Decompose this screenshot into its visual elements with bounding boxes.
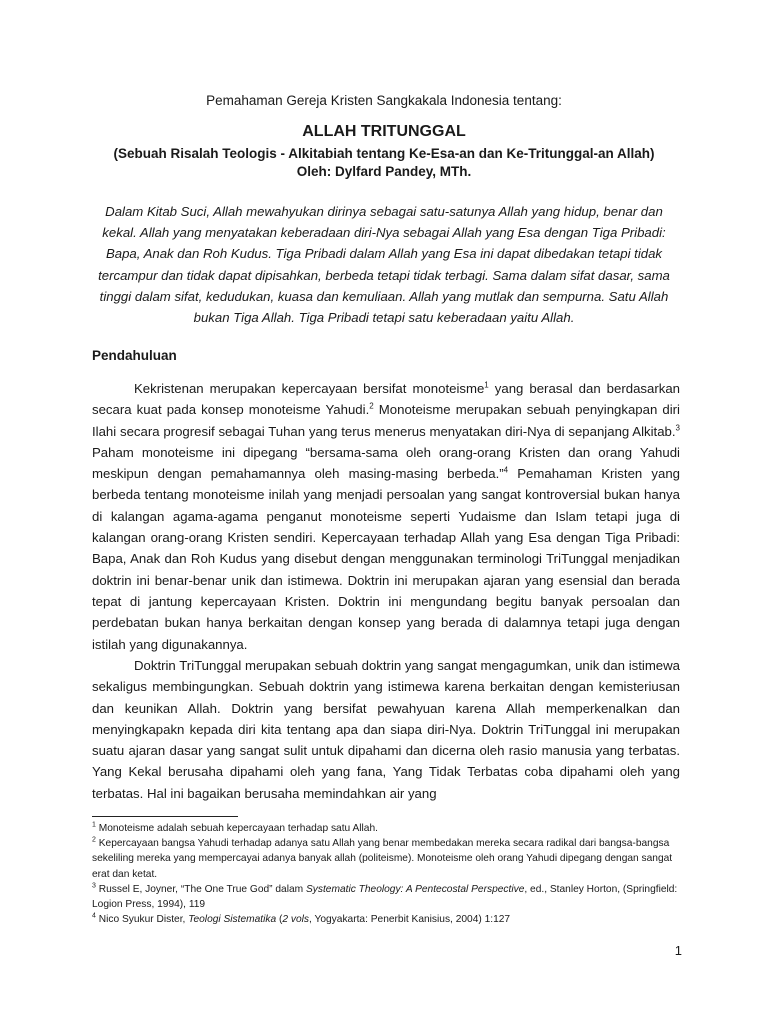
paragraph-1-text-e: Pemahaman Kristen yang berbeda tentang monoteisme inilah yang menjadi persoalan yang sangat kontroversial bukan hanya di kalangan agama-agama penganut monoteisme seperti Yudaisme dan Islam tetapi juga di kalangan orang-orang Kristen sendiri. Kepercayaan terhadap Allah yang Esa dengan Tiga Pribadi: Bapa, Anak dan Roh Kudus yang disebut dengan menggunakan terminologi TriTunggal menjadikan doktrin ini benar-benar unik dan istimewa. Doktrin ini merupakan ajaran yang esensial dan berada tepat di jantung kepercayaan Kristen. Doktrin ini mengundang begitu banyak persoalan dan perdebatan bukan hanya berkaitan dengan konsep yang berada di dalamnya tetapi juga dengan istilah yang digunakannya. <box>92 466 680 652</box>
page-subtitle: (Sebuah Risalah Teologis - Alkitabiah tentang Ke-Esa-an dan Ke-Tritunggal-an Allah) <box>113 146 655 161</box>
footnote-number: 4 <box>92 912 96 920</box>
footnote-text: Kepercayaan bangsa Yahudi terhadap adanya satu Allah yang benar membedakan mereka secara radikal dari bangsa-bangsa sekeliling mereka yang mempercayai adanya banyak allah (politeisme). Monoteisme oleh orang Yahudi dipegang dengan sangat erat dan ketat. <box>92 838 673 880</box>
section-heading: Pendahuluan <box>92 348 177 363</box>
footnote-text: Monoteisme adalah sebuah kepercayaan terhadap satu Allah. <box>95 823 378 834</box>
footnote-number: 2 <box>92 836 96 844</box>
footnote-book-title: Teologi Sistematika <box>188 914 277 926</box>
footnote-book-title: Systematic Theology: A Pentecostal Perspective <box>305 883 525 895</box>
paragraph-1-text-c: Monoteisme merupakan sebuah penyingkapan diri Ilahi secara progresif sebagai Tuhan yang terus menerus menyatakan diri-Nya di sepanjang Alkitab. <box>92 402 680 439</box>
footnotes <box>92 821 682 927</box>
paragraph-1 <box>92 378 680 655</box>
paragraph-1-text-b: yang berasal dan berdasarkan secara kuat pada konsep monoteisme Yahudi. <box>92 381 680 418</box>
footnote-2 <box>92 836 682 882</box>
abstract: Dalam Kitab Suci, Allah mewahyukan dirinya sebagai satu-satunya Allah yang hidup, benar dan kekal. Allah yang menyatakan keberadaan diri-Nya sebagai Allah yang Esa dengan Tiga Pribadi: Bapa, Anak dan Roh Kudus. Tiga Pribadi dalam Allah yang Esa ini dapat dibedakan tetapi tidak tercampur dan tidak dapat dipisahkan, berbeda tetapi tidak terbagi. Sama dalam sifat dasar, sama tinggi dalam sifat, kedudukan, kuasa dan kemuliaan. Allah yang mutlak dan sempurna. Satu Allah bukan Tiga Allah. Tiga Pribadi tetapi satu keberadaan yaitu Allah. <box>98 204 670 326</box>
footnote-text: , Yogyakarta: Penerbit Kanisius, 2004) 1:127 <box>309 914 511 926</box>
footnote-ref-2[interactable]: 2 <box>369 401 374 411</box>
footnote-ref-1[interactable]: 1 <box>484 380 489 390</box>
footnote-text: ( <box>276 914 283 926</box>
paragraph-1-text-a: Kekristenan merupakan kepercayaan bersifat monoteisme <box>134 381 485 396</box>
footnote-ref-4[interactable]: 4 <box>503 465 509 475</box>
footnote-3 <box>92 882 682 912</box>
author-line: Oleh: Dylfard Pandey, MTh. <box>296 164 472 179</box>
page-title: ALLAH TRITUNGGAL <box>302 123 466 140</box>
paragraph-1-text-d: Paham monoteisme ini dipegang “bersama-sama oleh orang-orang Kristen dan orang Yahudi meskipun dengan pemahamannya oleh masing-masing berbeda.” <box>92 444 680 482</box>
footnote-1 <box>92 821 682 836</box>
footnote-text: , ed., Stanley Horton, (Springfield: Logion Press, 1994), 119 <box>92 883 678 911</box>
paragraph-2: Doktrin TriTunggal merupakan sebuah doktrin yang sangat mengagumkan, unik dan istimewa sekaligus membingungkan. Sebuah doktrin yang istimewa karena berkaitan dengan kemisteriusan dan keunikan Allah. Doktrin yang bersifat pewahyuan karena Allah memperkenalkan dan menyingkapakn kepada diri kita tentang apa dan siapa diri-Nya. Doktrin TriTunggal ini merupakan suatu ajaran dasar yang sangat sulit untuk dipahami dan dicerna oleh rasio manusia yang terbatas. Yang Kekal berusaha dipahami oleh yang fana, Yang Tidak Terbatas coba dipahami oleh yang terbatas. Hal ini bagaikan berusaha memindahkan air yang <box>92 658 680 801</box>
footnote-volumes: 2 vols <box>282 914 310 926</box>
footnote-text: Nico Syukur Dister, <box>95 914 189 926</box>
footnote-4 <box>92 912 682 927</box>
header-intro: Pemahaman Gereja Kristen Sangkakala Indonesia tentang: <box>206 93 562 108</box>
footnote-number: 1 <box>92 821 96 829</box>
footnote-ref-3[interactable]: 3 <box>675 423 680 433</box>
footnote-number: 3 <box>92 882 96 890</box>
footnote-text: Russel E, Joyner, “The One True God” dalam <box>95 883 306 895</box>
page-number: 1 <box>674 943 682 958</box>
footnote-separator <box>92 816 238 817</box>
